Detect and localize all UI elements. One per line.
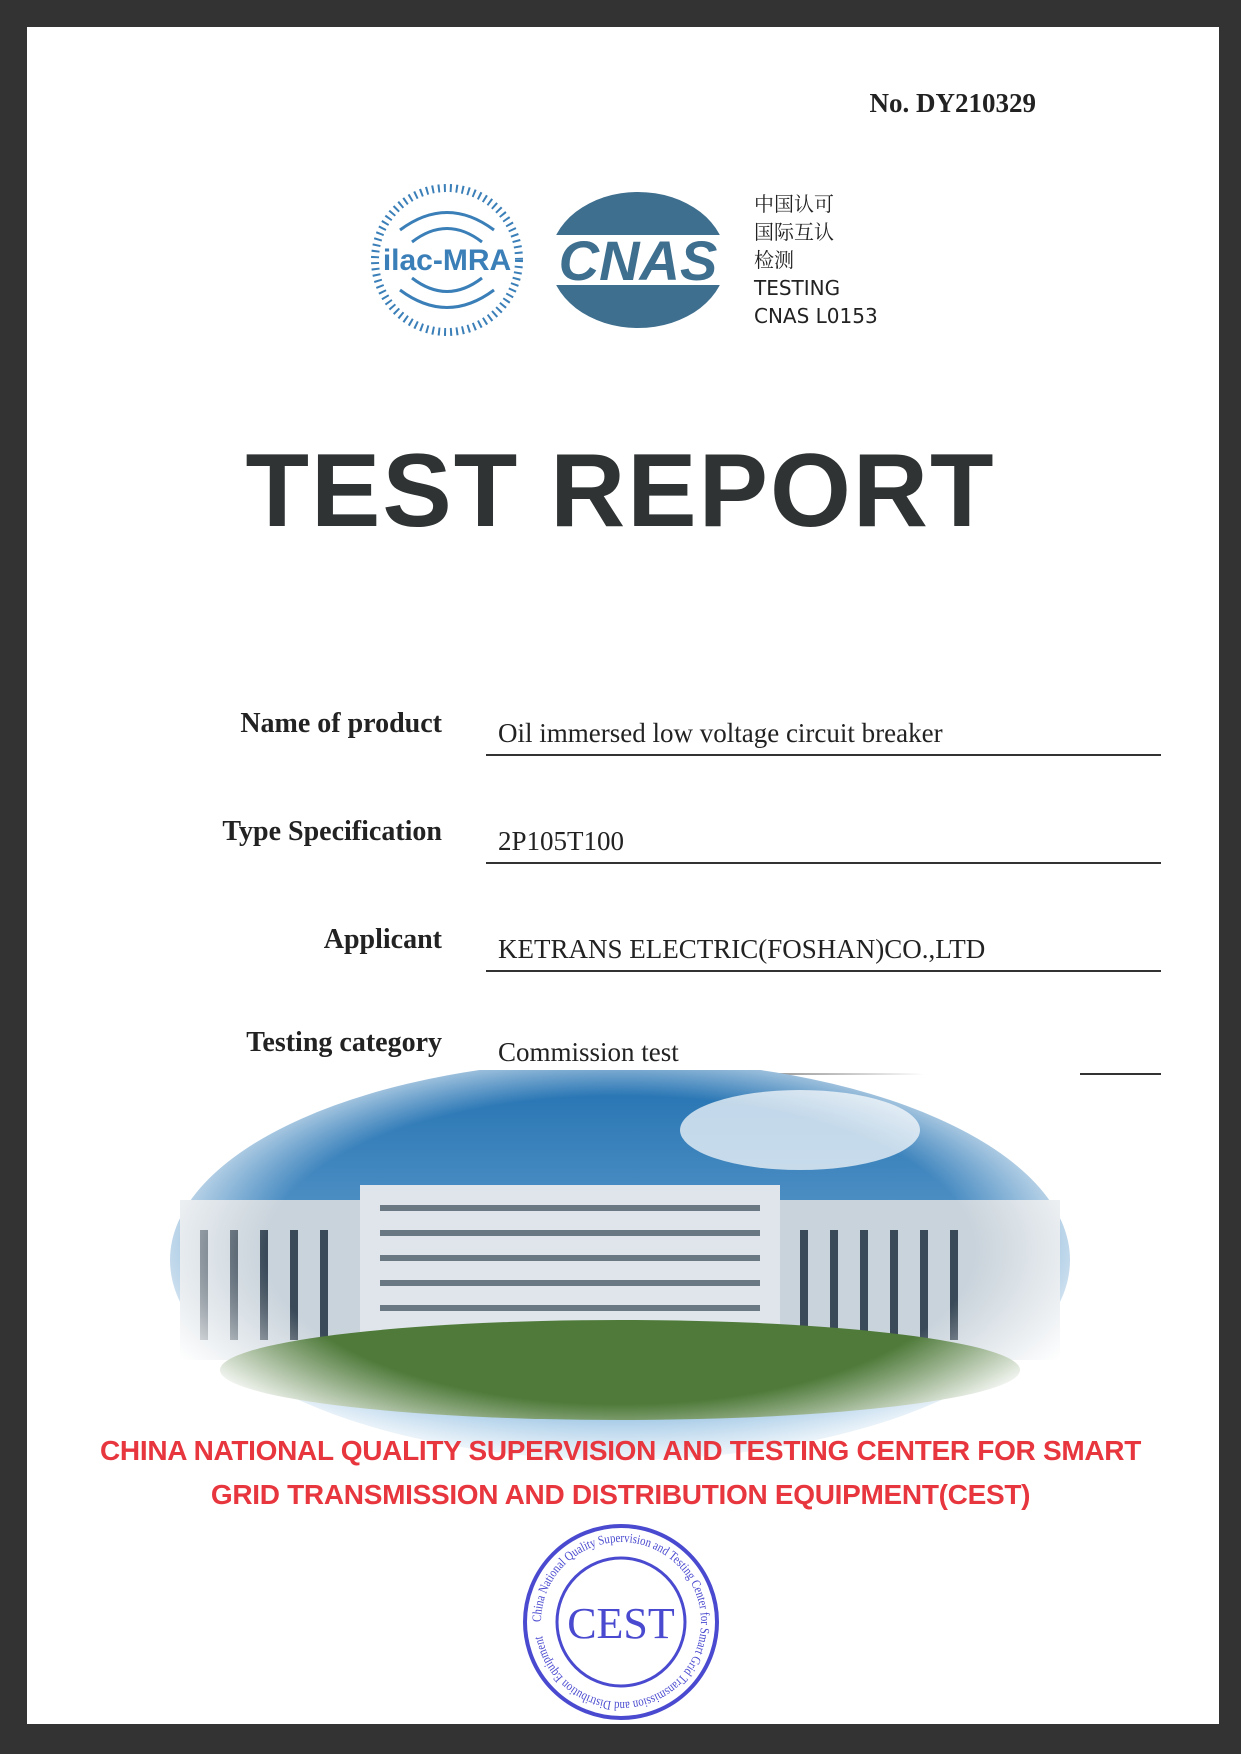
field-row-applicant: [0, 924, 1241, 984]
cnas-text-line: 检测: [754, 248, 794, 272]
field-value: Commission test: [486, 1037, 1161, 1075]
field-row-product: [0, 708, 1241, 768]
official-seal-stamp: [521, 1522, 721, 1722]
field-label: Testing category: [246, 1027, 442, 1058]
issuer-line-2: GRID TRANSMISSION AND DISTRIBUTION EQUIPMENT(CEST): [210, 1479, 1031, 1510]
field-label: Type Specification: [222, 816, 442, 847]
ilac-mra-logo: [375, 188, 519, 332]
field-row-type: [0, 816, 1241, 876]
cnas-text-line: CNAS L0153: [754, 304, 878, 328]
cnas-logo: [545, 192, 735, 328]
cnas-text-line: 中国认可: [754, 192, 834, 216]
cnas-accreditation-text: [754, 190, 878, 330]
field-value: Oil immersed low voltage circuit breaker: [486, 718, 1161, 756]
field-value: KETRANS ELECTRIC(FOSHAN)CO.,LTD: [486, 934, 1161, 972]
building-photo: [160, 1070, 1080, 1470]
document-title: TEST REPORT: [245, 433, 996, 549]
issuer-line-1: CHINA NATIONAL QUALITY SUPERVISION AND TESTING CENTER FOR SMART: [100, 1435, 1141, 1466]
stamp-ring-text: China National Quality Supervision and Testing Center for Smart Grid Transmission and Distribution Equipment: [528, 1529, 714, 1715]
report-number: No. DY210329: [869, 88, 1036, 118]
cnas-logo-text: CNAS: [558, 229, 718, 292]
stamp-center-text: CEST: [567, 1599, 675, 1648]
accreditation-logos: [370, 180, 740, 340]
field-value: 2P105T100: [486, 826, 1161, 864]
ilac-logo-text: ilac-MRA: [382, 244, 512, 277]
field-label: Name of product: [240, 708, 442, 739]
field-label: Applicant: [323, 924, 442, 955]
cnas-text-line: TESTING: [754, 276, 841, 300]
cnas-text-line: 国际互认: [754, 220, 834, 244]
